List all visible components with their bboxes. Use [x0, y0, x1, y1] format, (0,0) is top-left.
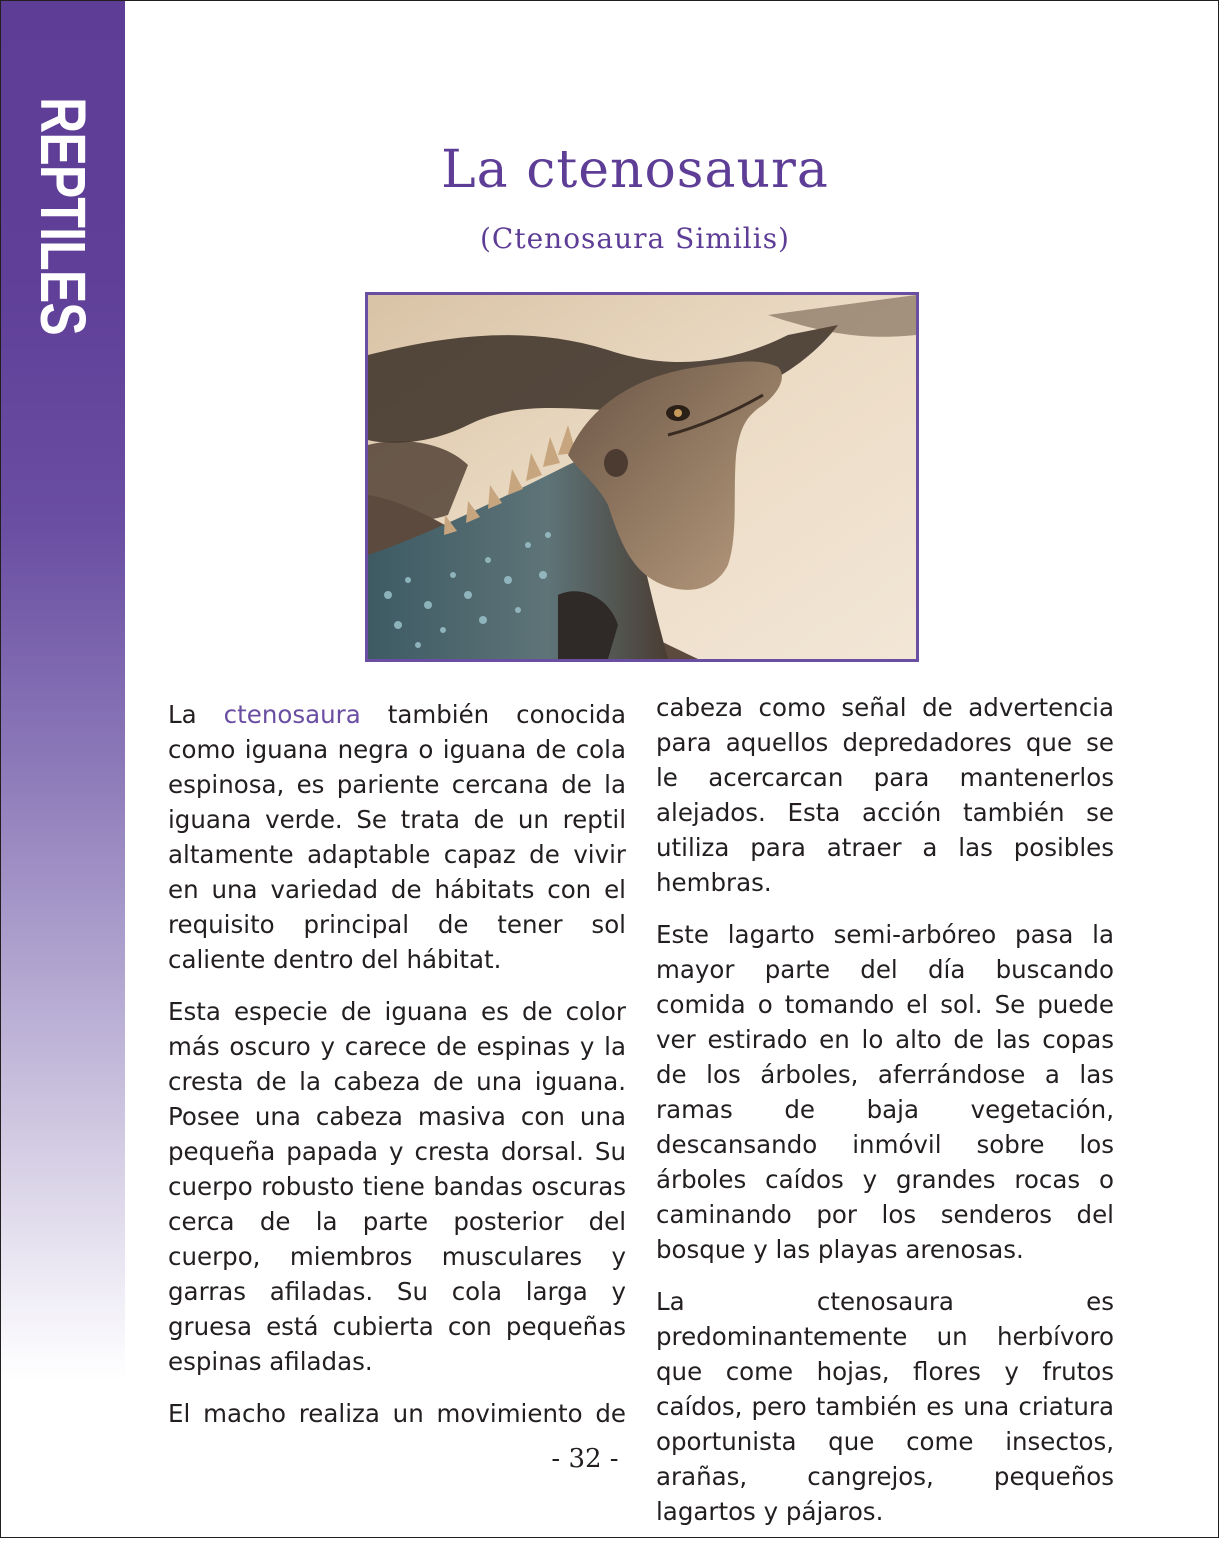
highlighted-term: ctenosaura	[223, 700, 361, 729]
paragraph-4: Este lagarto semi-arbóreo pasa la mayor parte del día buscando comida o tomando el sol. Se puede ver estirado en lo alto de las copas de los árboles, aferrándose a las ramas de baja vegetación, descansando inmóvil sobre los árboles caídos y grandes rocas o caminando por los senderos del bosque y las playas arenosas.	[656, 920, 1114, 1264]
paragraph-3-continued: cabeza como señal de advertencia para aquellos depredadores que se le acercarcan para mantenerlos alejados. Esta acción también se utiliza para atraer a las posibles hembras.	[656, 693, 1114, 897]
paragraph-1: La ctenosaura también conocida como iguana negra o iguana de cola espinosa, es pariente cercana de la iguana verde. Se trata de un reptil altamente adaptable capaz de vivir en una variedad de hábitats con el requisito principal de tener sol caliente dentro del hábitat.	[168, 700, 627, 974]
page-number: - 32 -	[551, 1444, 619, 1474]
paragraph-2: Esta especie de iguana es de color más oscuro y carece de espinas y la cresta de la cabeza de una iguana. Posee una cabeza masiva con una pequeña papada y cresta dorsal. Su cuerpo robusto tiene bandas oscuras cerca de la parte posterior del cuerpo, miembros musculares y garras afiladas. Su cola larga y gruesa está cubierta con pequeñas espinas afiladas.	[168, 997, 626, 1376]
paragraph-3-start: El macho realiza un movimiento de	[168, 1399, 626, 1428]
scientific-name: (Ctenosaura Similis)	[480, 222, 790, 255]
text-column-right	[656, 690, 1114, 1546]
page-title: La ctenosaura	[441, 140, 829, 200]
lizard-photo	[365, 292, 919, 662]
paragraph-5: La ctenosaura es predominantemente un herbívoro que come hojas, flores y frutos caídos, pero también es una criatura oportunista que come insectos, arañas, cangrejos, pequeños lagartos y pájaros.	[656, 1287, 1114, 1526]
text-column-left	[168, 697, 626, 1448]
section-label: REPTILES	[27, 97, 99, 335]
section-side-tab	[1, 1, 125, 1381]
